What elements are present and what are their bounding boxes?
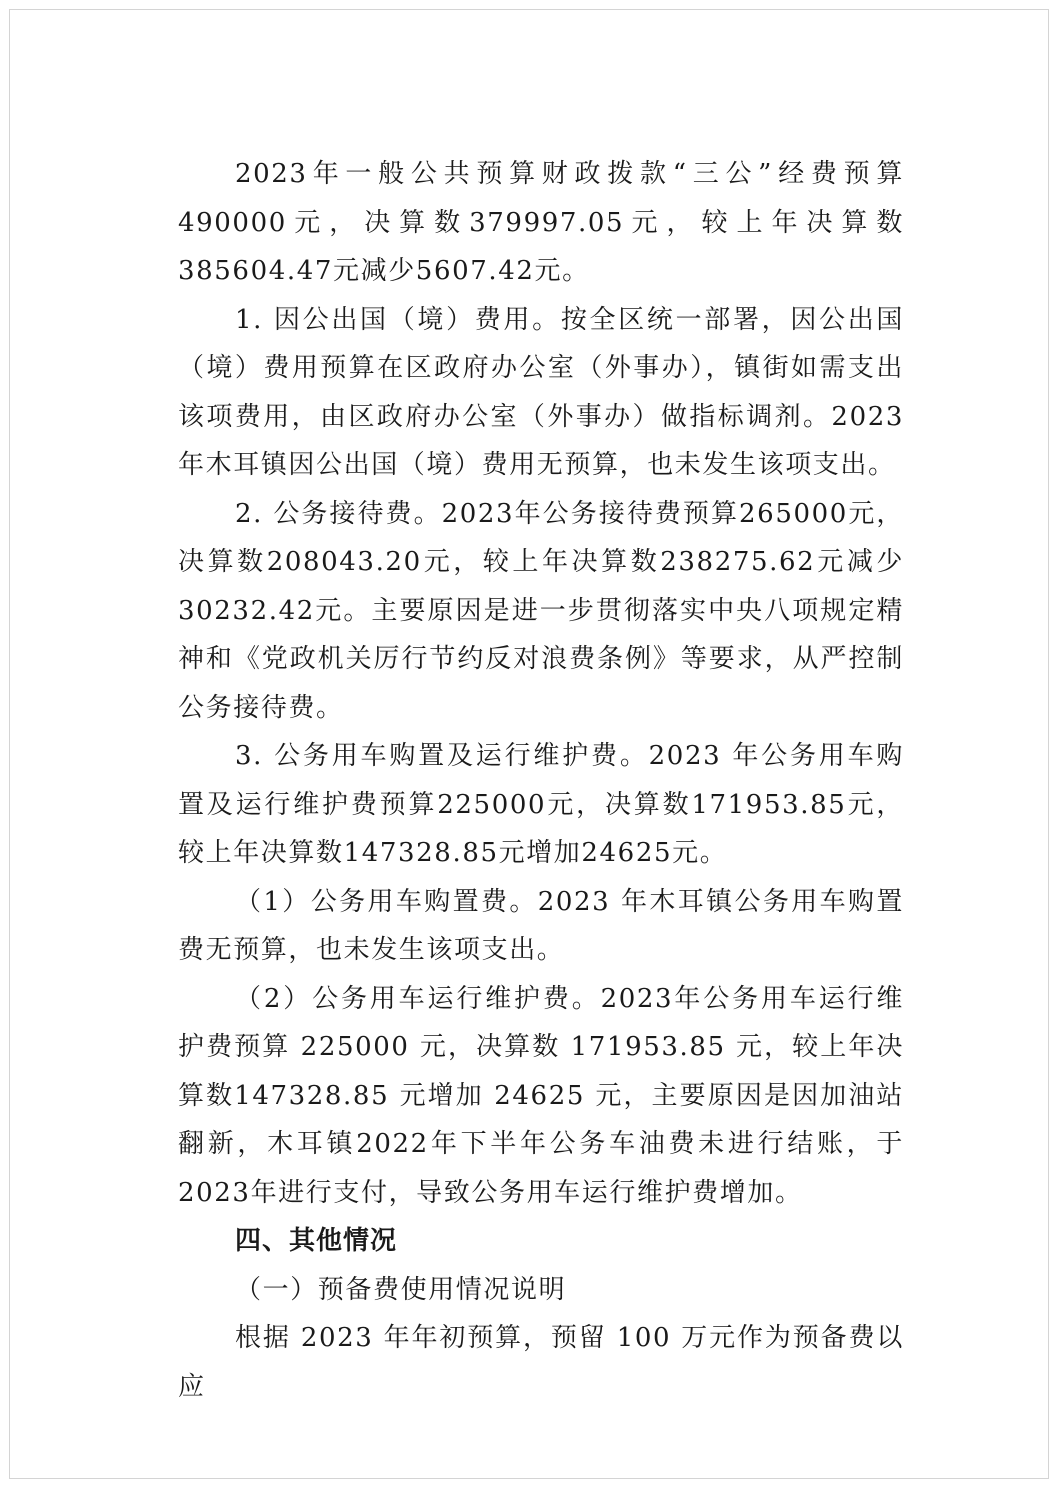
document-body <box>178 150 904 1411</box>
document-page <box>9 9 1049 1479</box>
paragraph-overseas-travel: 1. 因公出国（境）费用。按全区统一部署，因公出国（境）费用预算在区政府办公室（外事办），镇街如需支出该项费用，由区政府办公室（外事办）做指标调剂。2023年木耳镇因公出国（境）费用无预算，也未发生该项支出。 <box>178 304 904 480</box>
section-heading: 四、其他情况 <box>235 1226 398 1256</box>
paragraph-reserve-fund: 根据 2023 年年初预算，预留 100 万元作为预备费以应 <box>178 1323 904 1402</box>
paragraph-vehicle-operation: （2）公务用车运行维护费。2023年公务用车运行维护费预算 225000 元，决算数 171953.85 元，较上年决算数147328.85 元增加 24625 元，主要原因是因加油站翻新，木耳镇2022年下半年公务车油费未进行结账，于2023年进行支付，导致公务用车运行维护费增加。 <box>178 983 904 1208</box>
paragraph-vehicle-purchase: （1）公务用车购置费。2023 年木耳镇公务用车购置费无预算，也未发生该项支出。 <box>178 886 904 965</box>
paragraph-three-public-overview: 2023年一般公共预算财政拨款“三公”经费预算490000元，决算数379997.05元，较上年决算数385604.47元减少5607.42元。 <box>178 159 904 286</box>
paragraph-vehicle-total: 3. 公务用车购置及运行维护费。2023 年公务用车购置及运行维护费预算225000元，决算数171953.85元，较上年决算数147328.85元增加24625元。 <box>178 741 904 868</box>
subsection-heading: （一）预备费使用情况说明 <box>235 1274 567 1305</box>
paragraph-official-reception: 2. 公务接待费。2023年公务接待费预算265000元，决算数208043.20元，较上年决算数238275.62元减少30232.42元。主要原因是进一步贯彻落实中央八项规定精神和《党政机关厉行节约反对浪费条例》等要求，从严控制公务接待费。 <box>178 498 904 723</box>
